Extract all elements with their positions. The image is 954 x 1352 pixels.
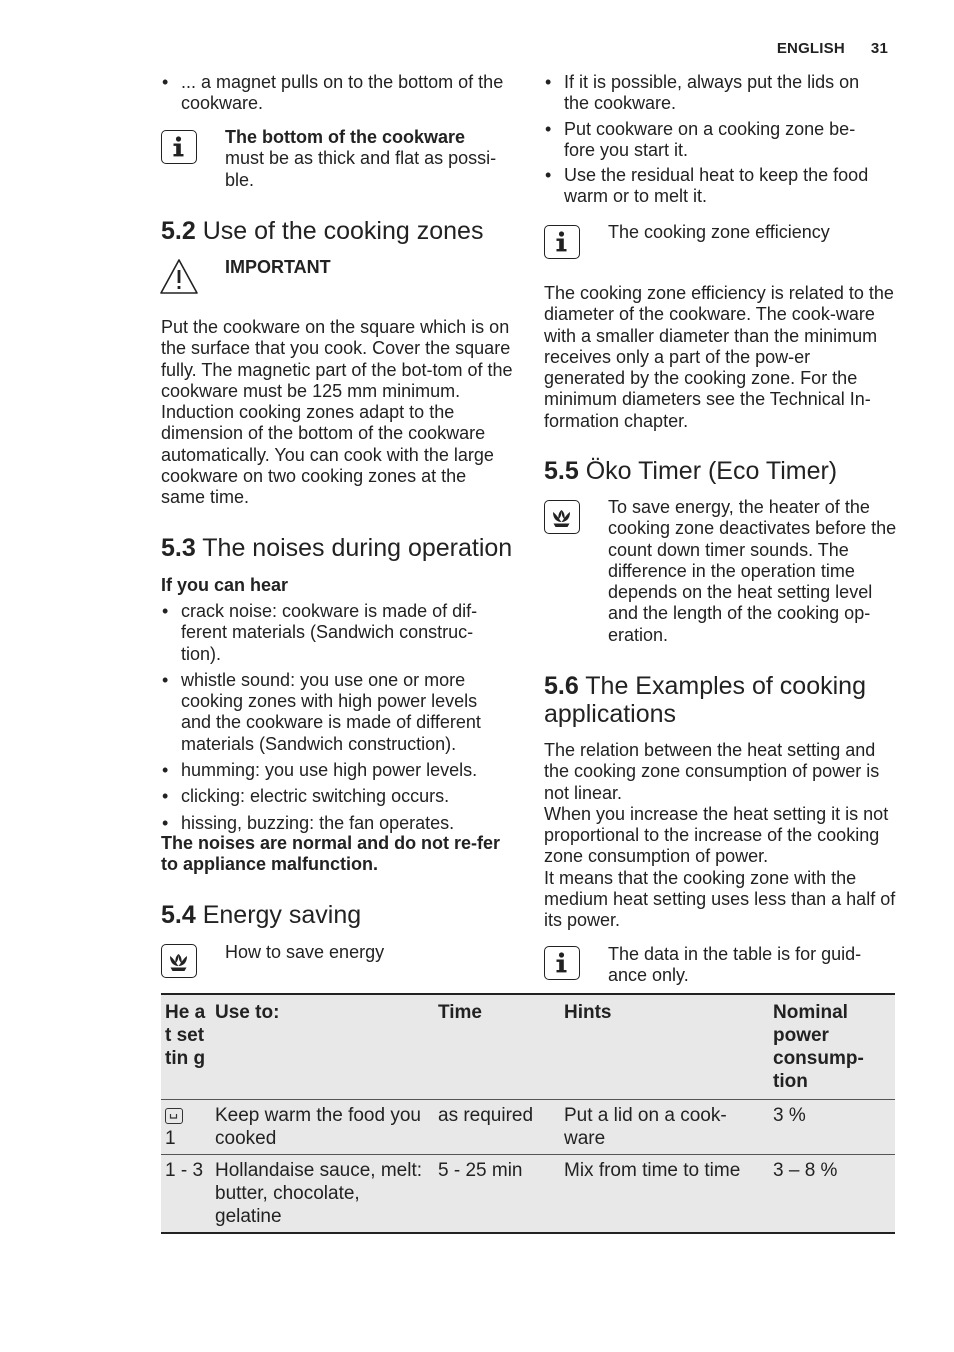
table-row [161,1100,895,1155]
section-5-2-heading: 5.2 Use of the cooking zones [161,217,484,245]
list-item: • Put cookware on a cooking zone be-fore you start it. [544,119,884,162]
efficiency-body: The cooking zone efficiency is related to the diameter of the cookware. The cook-ware with a smaller diameter than the minimum receives only a part of the pow-er generated by the cooking zone. For the minimum diameters see the Technical In-formation chapter. [544,283,894,431]
keep-warm-icon [165,1108,183,1124]
note-text: must be as thick and flat as possi-ble. [225,148,497,190]
list-item: • crack noise: cookware is made of dif-ferent materials (Sandwich construc-tion). [161,601,501,665]
s52-body: Put the cookware on the square which is on the surface that you cook. Cover the square fully. The magnetic part of the bot-tom of the cookware must be 125 mm minimum. Induction cooking zones adapt to the dimension of the bottom of the cookware automatically. You can cook with the large cookware on two cooking zones at the same time. [161,317,513,508]
cell-heat: 1 [161,1100,211,1155]
list-item: • clicking: electric switching occurs. [161,786,501,807]
list-item: • humming: you use high power levels. [161,760,501,781]
col-nominal-power: Nominal power consump-tion [773,1002,864,1092]
list-item: • hissing, buzzing: the fan operates. [161,813,501,834]
table-note: The data in the table is for guid-ance only. [608,944,862,986]
col-hints: Hints [564,1002,612,1023]
cell-time: 5 - 25 min [438,1160,523,1181]
how-to-save-energy: How to save energy [225,942,385,962]
cell-heat: 1 - 3 [165,1160,204,1181]
list-item: • whistle sound: you use one or more cooking zones with high power levels and the cookware is made of different materials (Sandwich construction). [161,670,501,755]
note-bottom-cookware [225,127,515,191]
warning-icon [159,258,199,301]
important-label: IMPORTANT [225,257,331,277]
list-item: • ... a magnet pulls on to the bottom of the cookware. [161,72,511,115]
s55-body: To save energy, the heater of the cooking zone deactivates before the count down timer sounds. The difference in the operation time depends on the heat setting level and the length of the cooking op-eration. [608,497,897,645]
col-heat-setting: He at set tin g [165,1002,206,1069]
info-icon [544,946,580,980]
cell-power: 3 – 8 % [773,1160,838,1181]
eco-leaf-icon [161,944,197,978]
cell-use: Keep warm the food you cooked [215,1105,421,1149]
paragraph: When you increase the heat setting it is not proportional to the increase of the cooking zone consumption of power. [544,803,889,867]
section-5-6-heading: 5.6 The Examples of cooking applications [544,672,866,728]
section-5-5-heading: 5.5 Öko Timer (Eco Timer) [544,457,838,485]
section-5-4-heading: 5.4 Energy saving [161,901,362,929]
paragraph: It means that the cooking zone with the medium heat setting uses less than a half of its power. [544,867,896,931]
info-icon [161,130,197,164]
cell-time: as required [438,1105,534,1126]
cell-hints: Mix from time to time [564,1160,741,1181]
list-item: • Use the residual heat to keep the food warm or to melt it. [544,165,884,208]
magnet-bullet [161,72,513,115]
info-icon [544,225,580,259]
col-use-to: Use to: [215,1002,280,1023]
section-5-3-heading: 5.3 The noises during operation [161,534,513,562]
paragraph: The relation between the heat setting and the cooking zone consumption of power is not linear. [544,740,880,803]
s56-body [544,740,896,932]
cell-hints: Put a lid on a cook-ware [564,1105,727,1149]
page-header [777,38,888,59]
efficiency-note: The cooking zone efficiency [608,222,830,242]
page-number: 31 [870,40,888,57]
eco-leaf-icon [544,500,580,534]
col-time: Time [438,1002,483,1023]
table-header-row [161,994,895,1100]
noises-normal-note: The noises are normal and do not re-fer to appliance malfunction. [161,833,501,875]
tips-list [544,72,884,208]
cooking-applications-table [161,993,895,1234]
if-you-can-hear: If you can hear [161,575,289,595]
table-row [161,1155,895,1234]
note-heading: The bottom of the cookware [225,127,466,147]
list-item: • If it is possible, always put the lids on the cookware. [544,72,884,115]
noises-list [161,601,501,834]
cell-power: 3 % [773,1105,806,1126]
cell-use: Hollandaise sauce, melt: butter, chocolate, gelatine [215,1160,422,1227]
language-label: ENGLISH [776,40,845,57]
